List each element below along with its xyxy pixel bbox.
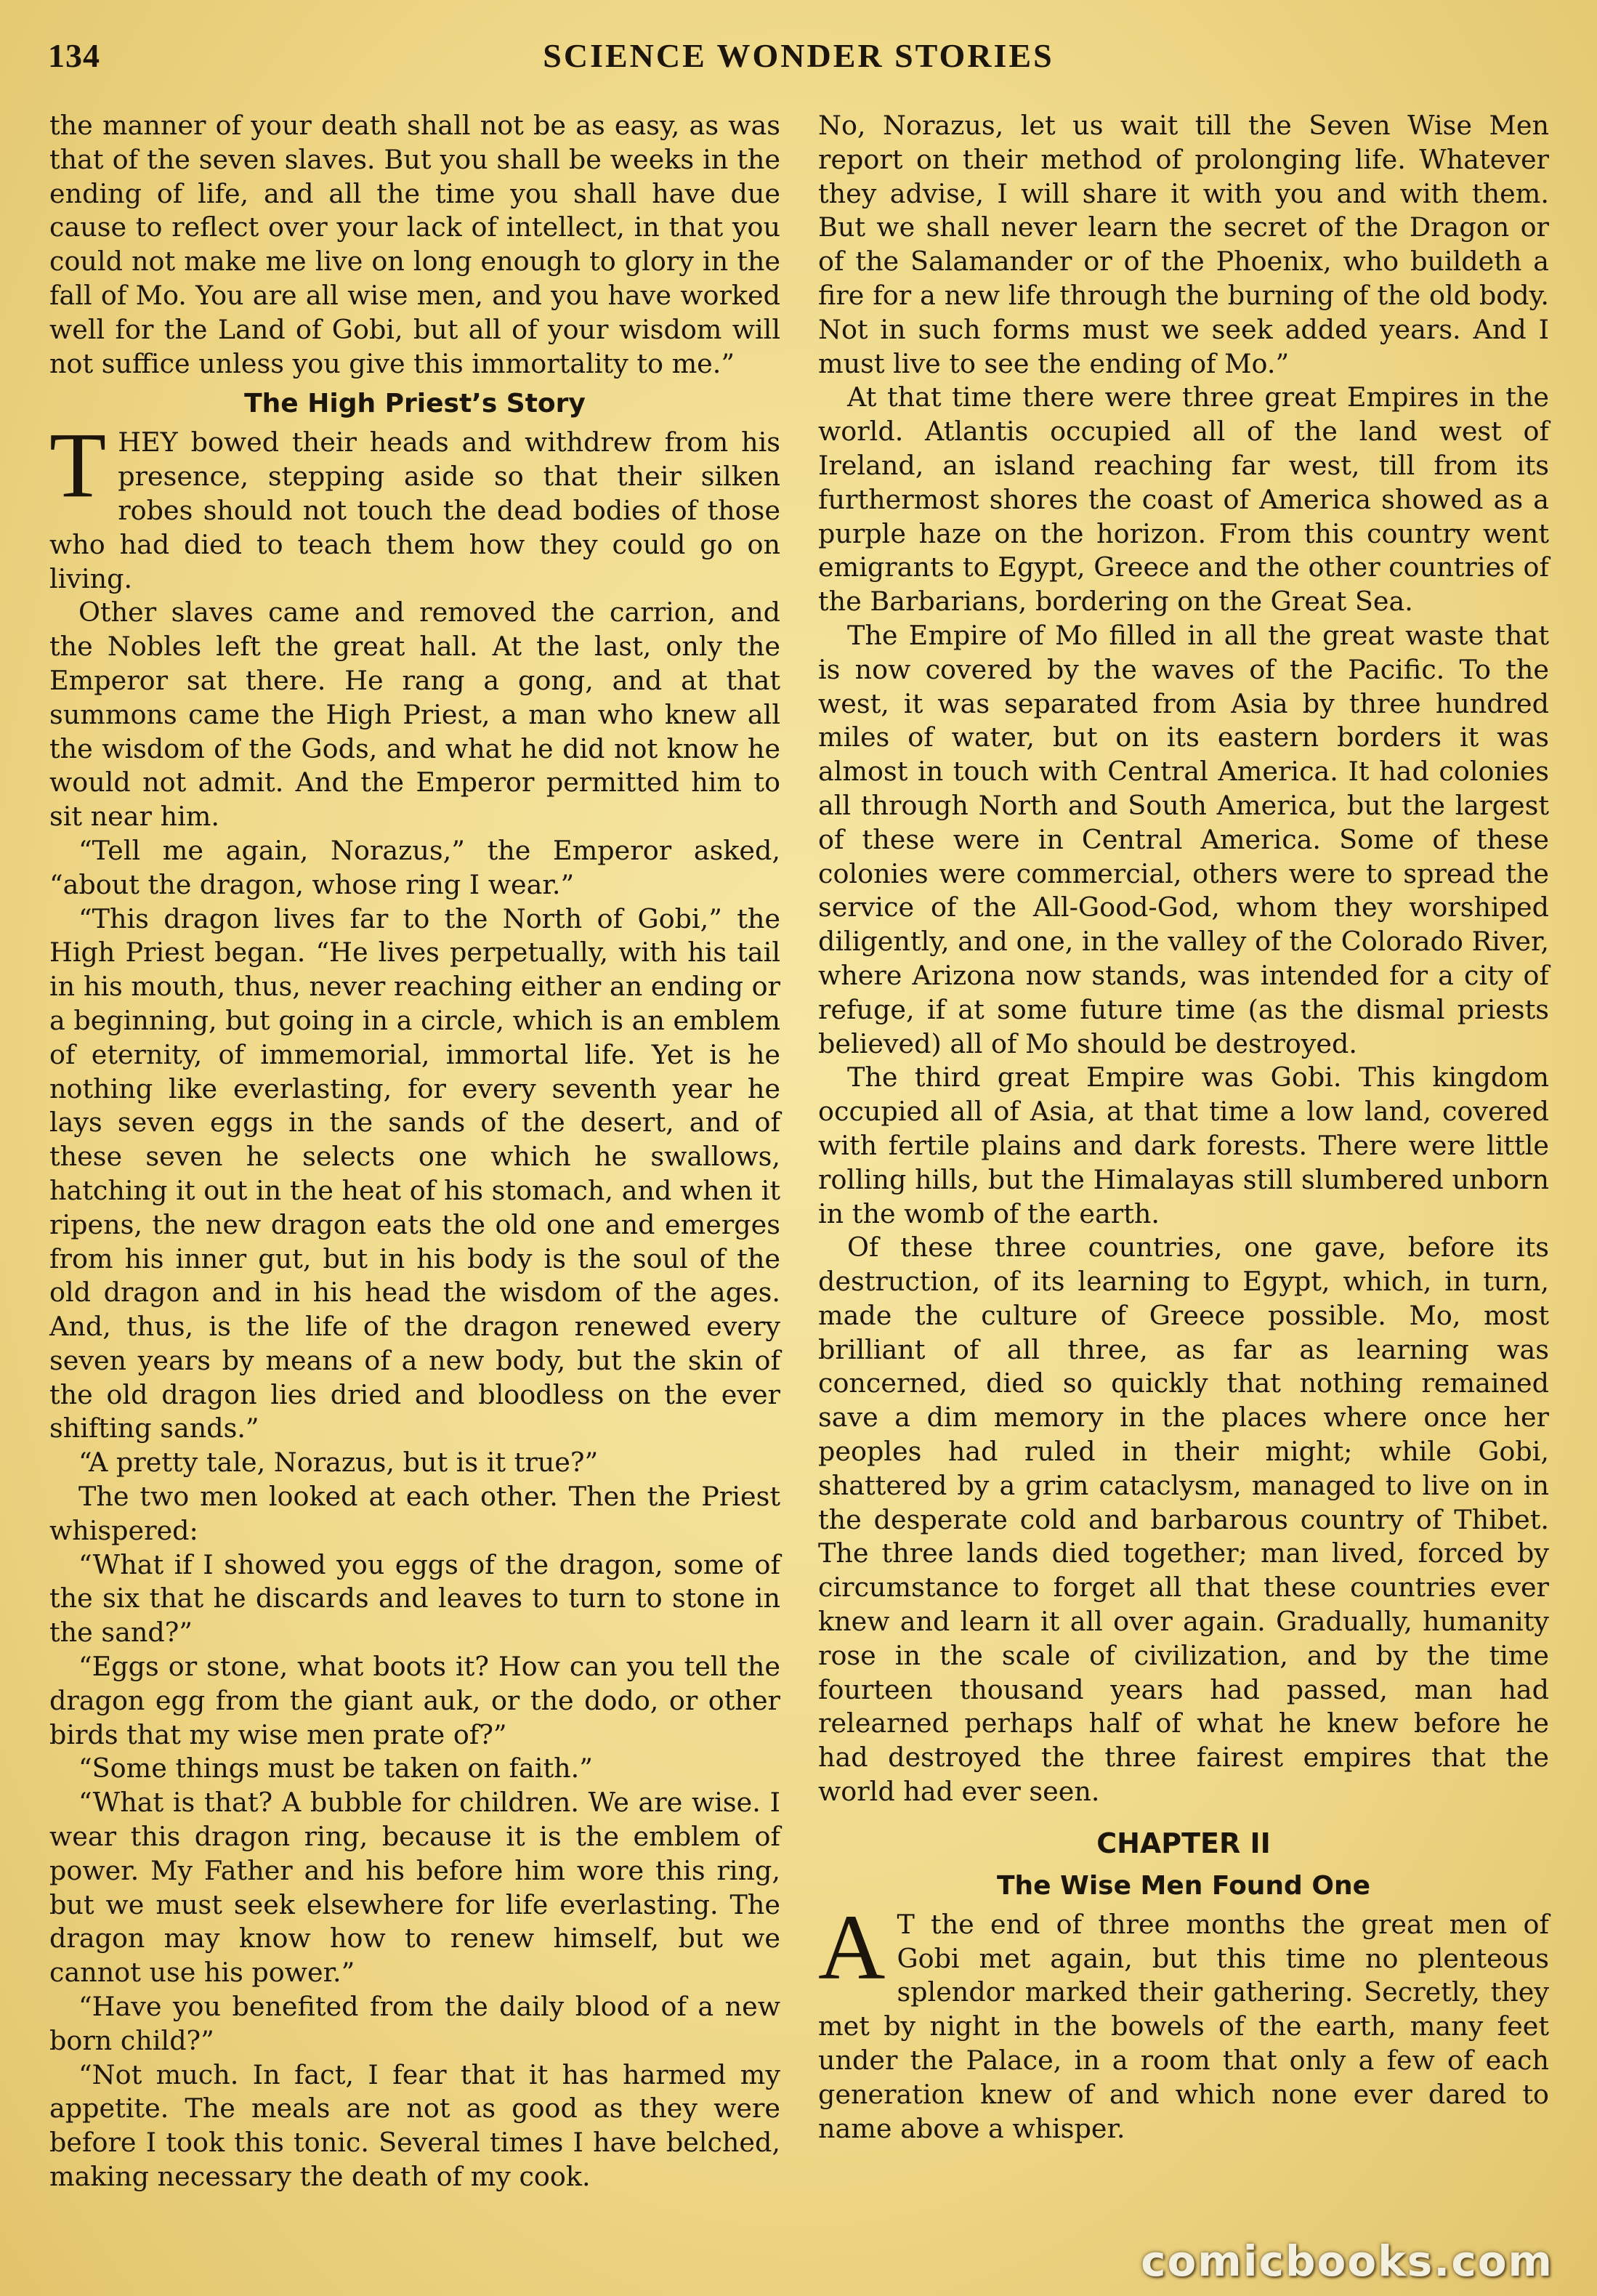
drop-cap: A bbox=[818, 1895, 886, 1999]
paragraph: “This dragon lives far to the North of Gobi,” the High Priest began. “He lives perpetually, with his tail in his mouth, thus, never reaching either an ending or a beginning, but going in a circle, which is an emblem of eternity, of immemorial, immortal life. Yet is he nothing like everlasting, for every seventh year he lays seven eggs in the sands of the desert, and of these seven he selects one which he swallows, hatching it out in the heat of his stomach, and when it ripens, the new dragon eats the old one and emerges from his inner gut, but in his body is the soul of the old dragon and in his head the wisdom of the ages. And, thus, is the life of the dragon renewed every seven years by means of a new body, but the skin of the old dragon lies dried and bloodless on the ever shifting sands.” bbox=[49, 902, 780, 1444]
paragraph-text: HEY bowed their heads and withdrew from his presence, stepping aside so that their silken robes should not touch the dead bodies of those who had died to teach them how they could go on living. bbox=[49, 427, 780, 594]
right-column bbox=[818, 109, 1549, 2146]
paragraph: “Tell me again, Norazus,” the Emperor asked, “about the dragon, whose ring I wear.” bbox=[49, 834, 780, 900]
paragraph: the manner of your death shall not be as easy, as was that of the seven slaves. But you shall be weeks in the ending of life, and all the time you shall have due cause to reflect over your lack of intellect, in that you could not make me live on long enough to glory in the fall of Mo. You are all wise men, and you have worked well for the Land of Gobi, but all of your wisdom will not suffice unless you give this immortality to me.” bbox=[49, 110, 780, 379]
section-heading: The High Priest’s Story bbox=[244, 389, 586, 419]
page-number: 134 bbox=[48, 37, 100, 74]
paragraph: “Have you benefited from the daily blood of a new born child?” bbox=[49, 1991, 780, 2056]
paragraph: At that time there were three great Empires in the world. Atlantis occupied all of the land west of Ireland, an island reaching far west, till from its furthermost shores the coast of America showed as a purple haze on the horizon. From this country went emigrants to Egypt, Greece and the other countries of the Barbarians, bordering on the Great Sea. bbox=[818, 381, 1549, 618]
left-column bbox=[49, 109, 780, 2194]
chapter-label: CHAPTER II bbox=[1096, 1827, 1271, 1859]
paragraph: The two men looked at each other. Then the Priest whispered: bbox=[49, 1481, 780, 1546]
chapter-title: The Wise Men Found One bbox=[996, 1870, 1371, 1901]
paragraph-text: T the end of three months the great men of Gobi met again, but this time no plenteous splendor marked their gathering. Secretly, they met by night in the bowels of the earth, many feet under the Palace, in a room that only a few of each generation knew of and which none ever dared to name above a whisper. bbox=[818, 1908, 1549, 2144]
paragraph: No, Norazus, let us wait till the Seven Wise Men report on their method of prolonging life. Whatever they advise, I will share it with you and with them. But we shall never learn the secret of the Dragon or of the Salamander or of the Phoenix, who buildeth a fire for a new life through the burning of the old body. Not in such forms must we seek added years. And I must live to see the ending of Mo.” bbox=[818, 110, 1549, 379]
paragraph: “Not much. In fact, I fear that it has harmed my appetite. The meals are not as good as they were before I took this tonic. Several times I have belched, making necessary the death of my cook. bbox=[49, 2058, 780, 2193]
paragraph: The Empire of Mo filled in all the great waste that is now covered by the waves of the Pacific. To the west, it was separated from Asia by three hundred miles of water, but on its eastern borders it was almost in touch with Central America. It had colonies all through North and South America, but the largest of these were in Central America. Some of these colonies were commercial, others were to spread the service of the All-Good-God, whom they worshiped diligently, and one, in the valley of the Colorado River, where Arizona now stands, was intended for a city of refuge, if at some future time (as the dismal priests believed) all of Mo should be destroyed. bbox=[818, 619, 1549, 1059]
paragraph: “What is that? A bubble for children. We are wise. I wear this dragon ring, because it is the emblem of power. My Father and his before him wore this ring, but we must seek elsewhere for life everlasting. The dragon may know how to renew himself, but we cannot use his power.” bbox=[49, 1787, 780, 1989]
watermark: comicbooks.com bbox=[1141, 2236, 1553, 2286]
paragraph: “What if I showed you eggs of the dragon, some of the six that he discards and leaves to turn to stone in the sand?” bbox=[49, 1548, 780, 1649]
paragraph: Other slaves came and removed the carrion, and the Nobles left the great hall. At the last, only the Emperor sat there. He rang a gong, and at that summons came the High Priest, a man who knew all the wisdom of the Gods, and what he did not know he would not admit. And the Emperor permitted him to sit near him. bbox=[49, 597, 780, 833]
dropcap-paragraph bbox=[49, 413, 780, 596]
dropcap-paragraph bbox=[818, 1895, 1549, 2146]
paragraph: “Some things must be taken on faith.” bbox=[78, 1753, 593, 1784]
paragraph: “A pretty tale, Norazus, but is it true?” bbox=[78, 1447, 599, 1479]
drop-cap: T bbox=[49, 413, 107, 517]
paragraph: Of these three countries, one gave, before its destruction, of its learning to Egypt, which, in turn, made the culture of Greece possible. Mo, most brilliant of all three, as far as learning was concerned, died so quickly that nothing remained save a dim memory in the places where once her peoples had ruled in their might; while Gobi, shattered by a grim cataclysm, managed to live on in the desperate cold and barbarous country of Thibet. The three lands died together; man lived, forced by circumstance to forget all that these countries ever knew and learn it all over again. Gradually, humanity rose in the scale of civilization, and by the time fourteen thousand years had passed, man had relearned perhaps half of what he knew before he had destroyed the three fairest empires that the world had ever seen. bbox=[818, 1232, 1549, 1808]
paragraph: “Eggs or stone, what boots it? How can you tell the dragon egg from the giant auk, or the dodo, or other birds that my wise men prate of?” bbox=[49, 1651, 780, 1750]
paragraph: The third great Empire was Gobi. This kingdom occupied all of Asia, at that time a low land, covered with fertile plains and dark forests. There were little rolling hills, but the Himalayas still slumbered unborn in the womb of the earth. bbox=[818, 1062, 1549, 1229]
running-head-title: SCIENCE WONDER STORIES bbox=[543, 37, 1054, 74]
